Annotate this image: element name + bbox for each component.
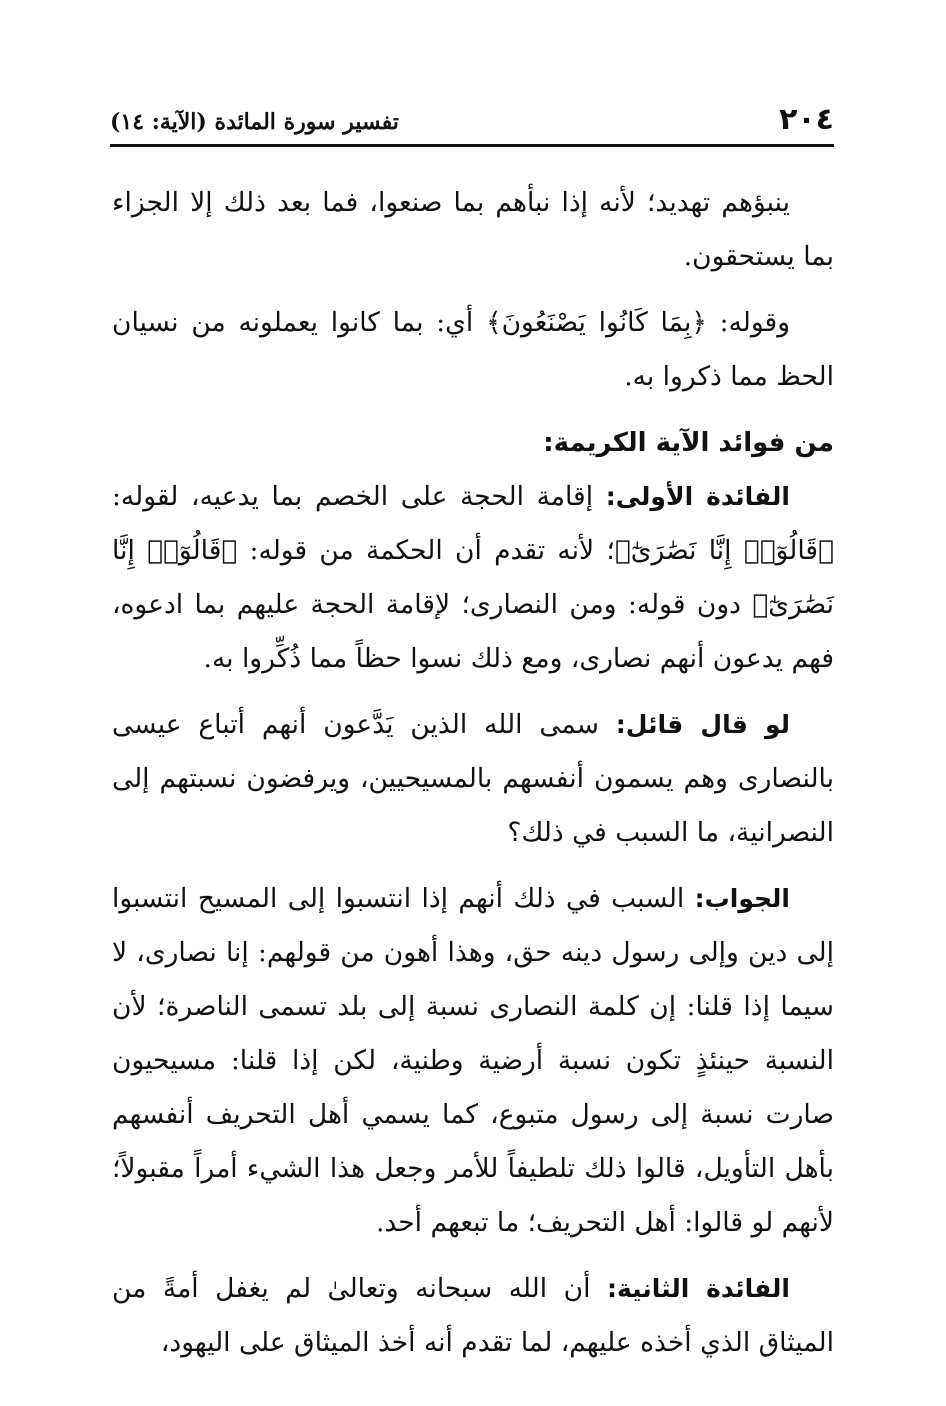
paragraph-2-before: وقوله: [706,307,791,338]
paragraph-6 [112,1262,834,1370]
paragraph-5-text: السبب في ذلك أنهم إذا انتسبوا إلى المسيح انتسبوا إلى دين وإلى رسول دينه حق، وهذا أهون من قولهم: إنا نصارى، لا سيما إذا قلنا: إن كلمة النصارى نسبة إلى بلد تسمى الناصرة؛ لأن النسبة حينئذٍ تكون نسبة أرضية وطنية، لكن إذا قلنا: مسيحيون صارت نسبة إلى رسول متبوع، كما يسمي أهل التحريف أنفسهم بأهل التأويل، قالوا ذلك تلطيفاً للأمر وجعل هذا الشيء أمراً مقبولاً؛ لأنهم لو قالوا: أهل التحريف؛ ما تبعهم أحد. [112,883,834,1238]
paragraph-1 [112,176,834,284]
paragraph-4 [112,698,834,860]
paragraph-3 [112,470,834,686]
quran-quote: ﴿قَالُوٓا۟ إِنَّا نَصَٰرَىٰٓ﴾ [614,535,835,566]
page-header [110,100,834,147]
paragraph-3-lead: الفائدة الأولى: [605,482,791,511]
paragraph-2-after: أي: بما كانوا يعملونه من نسيان الحظ مما ذكروا به. [112,307,834,392]
paragraph-5 [112,872,834,1250]
quran-quote: ﴿بِمَا كَانُوا يَصْنَعُونَ﴾ [486,307,707,338]
paragraph-2 [112,296,834,404]
quran-quote: ﴿قَالُوٓا۟ إِنَّا نَصَٰرَىٰٓ﴾ [112,535,834,620]
page-number: ٢٠٤ [779,102,834,137]
paragraph-4-text: سمى الله الذين يَدَّعون أنهم أتباع عيسى بالنصارى وهم يسمون أنفسهم بالمسيحيين، ويرفضون نسبتهم إلى النصرانية، ما السبب في ذلك؟ [112,709,834,848]
section-heading: من فوائد الآية الكريمة: [543,428,834,458]
paragraph-6-text: أن الله سبحانه وتعالىٰ لم يغفل أمةً من الميثاق الذي أخذه عليهم، لما تقدم أنه أخذ الميثاق على اليهود، [112,1273,834,1358]
paragraph-3-a: إقامة الحجة على الخصم بما يدعيه، لقوله: [112,481,606,512]
paragraph-5-lead: الجواب: [694,884,790,913]
running-title: تفسير سورة المائدة (الآية: ١٤) [110,109,399,135]
paragraph-6-lead: الفائدة الثانية: [606,1274,790,1303]
paragraph-3-b: ؛ لأنه تقدم أن الحكمة من قوله: [237,535,615,566]
paragraph-1-text: ينبؤهم تهديد؛ لأنه إذا نبأهم بما صنعوا، فما بعد ذلك إلا الجزاء بما يستحقون. [112,187,834,272]
page-body [112,176,834,1370]
paragraph-4-lead: لو قال قائل: [615,710,790,739]
paragraph-3-c: دون قوله: ومن النصارى؛ لإقامة الحجة عليهم بما ادعوه، فهم يدعون أنهم نصارى، ومع ذلك نسوا حظاً مما ذُكِّروا به. [112,589,834,674]
